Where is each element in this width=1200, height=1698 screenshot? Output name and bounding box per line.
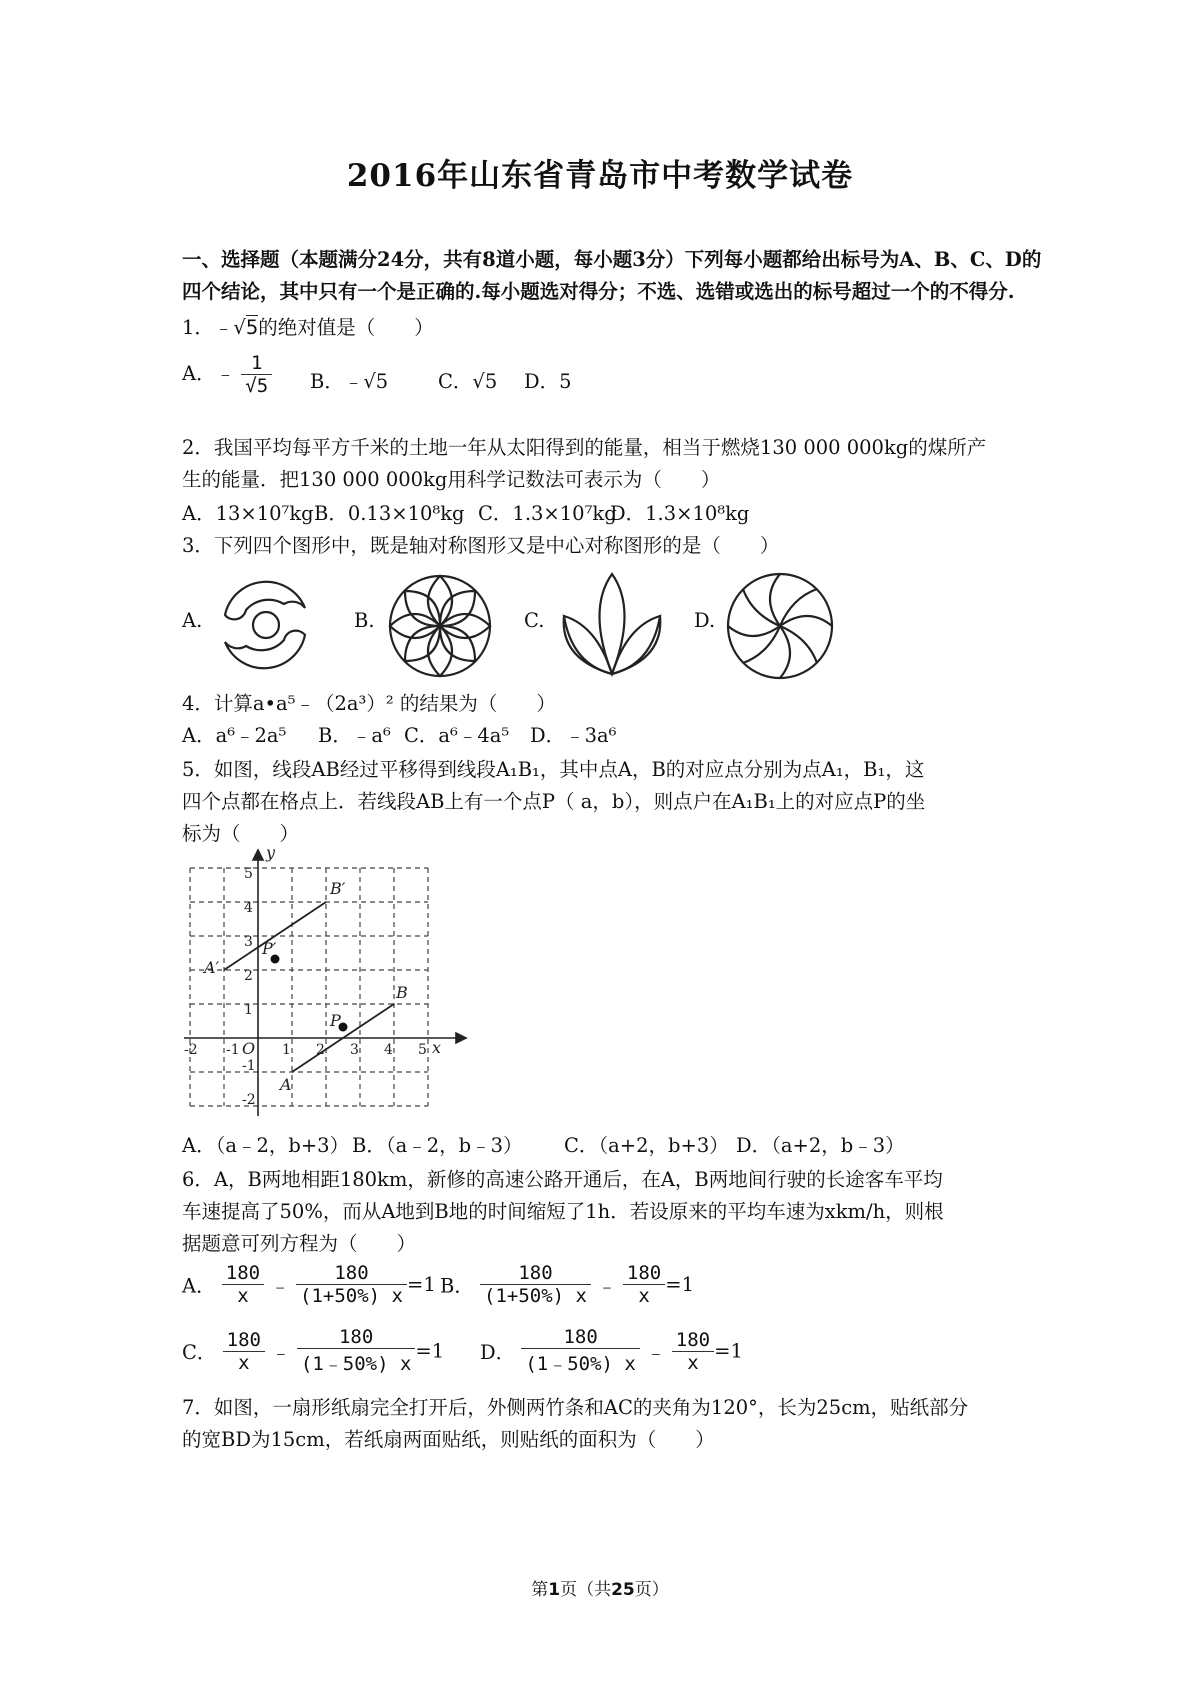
fraction-denominator: (1+50%) x [296, 1284, 407, 1307]
label-p: P [330, 1011, 341, 1030]
y-tick-3: 3 [244, 934, 253, 950]
fraction-denominator: (1﹣50%) x [297, 1348, 416, 1376]
fraction-denominator: x [623, 1284, 665, 1307]
q6-option-a-label: A． [182, 1274, 216, 1298]
fraction-numerator: 180 [226, 1328, 261, 1351]
fraction-numerator: 180 [563, 1326, 598, 1348]
equals-one: =1 [665, 1273, 694, 1296]
q3-label-a: A. [182, 609, 203, 632]
x-tick-4: 4 [384, 1042, 393, 1058]
question-6-line-2: 车速提高了50%，而从A地到B地的时间缩短了1h．若设原来的平均车速为xkm/h，则根 [182, 1200, 944, 1223]
grid-lines [190, 868, 428, 1106]
q6-option-d-label: D． [480, 1341, 516, 1364]
q1-option-d: D．5 [524, 370, 572, 393]
fraction-denominator: (1+50%) x [480, 1284, 591, 1307]
q5-option-a: A．（a﹣2，b+3） [182, 1134, 350, 1157]
x-tick-2: 2 [316, 1042, 325, 1058]
q2-option-a: A．13×10⁷kg [182, 502, 314, 525]
fraction-denominator: x [672, 1351, 714, 1374]
fraction [623, 1262, 665, 1307]
label-a1: A′ [204, 958, 220, 977]
x-tick-3: 3 [350, 1042, 359, 1058]
q4-option-c: C．a⁶﹣4a⁵ [404, 724, 510, 747]
y-axis-label: y [266, 848, 276, 862]
question-2-line-1: 2．我国平均每平方千米的土地一年从太阳得到的能量，相当于燃烧130 000 000kg的煤所产 [182, 436, 987, 459]
q1-radicand: 5 [245, 316, 259, 339]
q5-coordinate-figure [184, 848, 474, 1120]
label-a: A [280, 1075, 292, 1094]
question-5-line-3: 标为（ ） [182, 822, 300, 845]
question-7-line-1: 7．如图，一扇形纸扇完全打开后，外侧两竹条和AC的夹角为120°，长为25cm，贴纸部分 [182, 1396, 969, 1419]
y-tick-neg2: -2 [242, 1092, 256, 1108]
equals-one: =1 [714, 1339, 743, 1363]
fraction-denominator: x [223, 1351, 265, 1374]
fraction [521, 1326, 640, 1376]
q6-option-c-label: C． [182, 1341, 217, 1364]
q6-option-c [182, 1326, 444, 1376]
sqrt-symbol: √ [233, 316, 246, 339]
fraction-denominator: x [222, 1284, 264, 1307]
origin-label: O [242, 1039, 256, 1058]
question-1-stem [182, 312, 434, 340]
footer-prefix: 第 [531, 1580, 549, 1600]
q4-option-a: A．a⁶﹣2a⁵ [182, 724, 287, 747]
q2-option-b: B．0.13×10⁸kg [314, 502, 465, 525]
y-tick-5: 5 [244, 866, 253, 882]
q3-label-d: D. [694, 609, 716, 632]
q6-option-a [182, 1262, 436, 1307]
q1-suffix: 的绝对值是（ ） [258, 316, 434, 339]
question-6-line-3: 据题意可列方程为（ ） [182, 1232, 417, 1255]
x-tick-neg1: -1 [226, 1042, 240, 1058]
fraction [296, 1262, 407, 1307]
minus-sign: ﹣ [646, 1341, 666, 1364]
q3-figure-a [210, 570, 320, 680]
footer-total-pages: 25 [611, 1580, 635, 1600]
x-tick-5: 5 [418, 1042, 427, 1058]
label-p1: P′ [262, 939, 277, 958]
equals-one: =1 [415, 1339, 445, 1363]
y-tick-neg1: -1 [242, 1058, 256, 1074]
minus-sign: ﹣ [270, 1274, 290, 1298]
q1-option-a-fraction [241, 352, 272, 397]
fraction [480, 1262, 591, 1307]
fraction [672, 1329, 714, 1374]
question-2-line-2: 生的能量．把130 000 000kg用科学记数法可表示为（ ） [182, 468, 721, 491]
footer-middle: 页（共 [560, 1580, 612, 1600]
q3-label-b: B. [354, 609, 375, 632]
q1-option-b: B．﹣√5 [310, 370, 389, 393]
fraction-numerator: 180 [518, 1262, 553, 1284]
fraction [223, 1329, 265, 1374]
footer-page-number: 1 [548, 1580, 561, 1600]
footer-suffix: 页） [634, 1580, 669, 1600]
fraction-denominator: √5 [241, 374, 272, 397]
fraction-numerator: 180 [338, 1326, 374, 1348]
q6-option-d [480, 1326, 743, 1376]
y-tick-1: 1 [244, 1002, 253, 1018]
q6-option-b-label: B． [440, 1274, 474, 1298]
fraction-numerator: 180 [626, 1262, 662, 1284]
fraction-numerator: 180 [225, 1262, 261, 1284]
label-b: B [396, 983, 408, 1002]
q4-option-b: B．﹣a⁶ [318, 724, 391, 747]
fraction [297, 1326, 416, 1376]
q2-option-d: D．1.3×10⁸kg [610, 502, 750, 525]
q3-figure-d [722, 568, 838, 684]
q3-figure-b [384, 570, 496, 682]
section-heading: 一、选择题（本题满分24分，共有8道小题，每小题3分）下列每小题都给出标号为A、B、C、D的四个结论，其中只有一个是正确的.每小题选对得分；不选、选错或选出的标号超过一个的不得分. [182, 248, 1042, 303]
equals-one: =1 [407, 1273, 436, 1296]
page-title: 2016年山东省青岛市中考数学试卷 [346, 158, 854, 194]
fraction-numerator: 180 [675, 1328, 711, 1351]
fraction-numerator: 1 [251, 352, 263, 374]
y-tick-2: 2 [244, 968, 253, 984]
question-6-line-1: 6．A，B两地相距180km，新修的高速公路开通后，在A，B两地间行驶的长途客车平均 [182, 1168, 943, 1191]
q1-option-c: C．√5 [438, 370, 498, 393]
q1-option-a-label: A．﹣ [182, 362, 236, 385]
x-tick-1: 1 [282, 1042, 291, 1058]
question-4-stem: 4．计算a•a⁵﹣（2a³）² 的结果为（ ） [182, 692, 556, 715]
q5-option-b: B．（a﹣2，b﹣3） [352, 1134, 523, 1157]
q1-prefix: 1．﹣ [182, 316, 234, 339]
minus-sign: ﹣ [597, 1274, 617, 1298]
q3-figure-c [552, 564, 672, 684]
fraction-numerator: 180 [334, 1262, 369, 1284]
question-5-line-1: 5．如图，线段AB经过平移得到线段A₁B₁，其中点A，B的对应点分别为点A₁，B₁，这 [182, 758, 925, 781]
x-axis-label: x [432, 1038, 442, 1057]
minus-sign: ﹣ [271, 1341, 291, 1364]
axes [184, 850, 466, 1116]
q4-option-d: D．﹣3a⁶ [530, 724, 617, 747]
fraction [222, 1262, 264, 1307]
q2-option-c: C．1.3×10⁷kg [478, 502, 617, 525]
q5-option-d: D．（a+2，b﹣3） [736, 1134, 905, 1157]
question-5-line-2: 四个点都在格点上．若线段AB上有一个点P（ a，b），则点户在A₁B₁上的对应点P的坐 [182, 790, 926, 813]
x-tick-neg2: -2 [184, 1042, 198, 1058]
y-tick-4: 4 [244, 900, 253, 916]
q3-label-c: C. [524, 609, 545, 632]
q5-option-c: C．（a+2，b+3） [564, 1134, 729, 1157]
label-b1: B′ [330, 879, 346, 898]
question-7-line-2: 的宽BD为15cm，若纸扇两面贴纸，则贴纸的面积为（ ） [182, 1428, 715, 1451]
fraction-denominator: (1﹣50%) x [521, 1348, 640, 1376]
question-3-stem: 3．下列四个图形中，既是轴对称图形又是中心对称图形的是（ ） [182, 534, 780, 557]
q1-option-a [182, 352, 272, 397]
q6-option-b [440, 1262, 694, 1307]
page-footer [0, 1575, 1200, 1600]
